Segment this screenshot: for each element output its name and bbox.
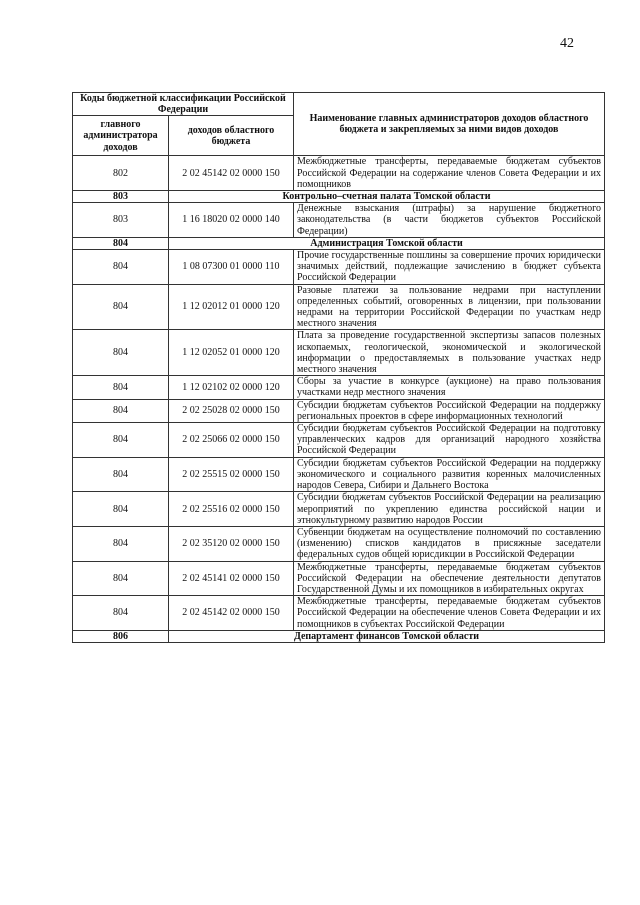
table-row: [73, 457, 605, 492]
admin-code: 804: [73, 399, 169, 422]
table-row: [73, 376, 605, 399]
table-row: [73, 596, 605, 631]
table-row: [73, 250, 605, 285]
revenue-code: 1 16 18020 02 0000 140: [169, 203, 294, 238]
admin-code: 804: [73, 526, 169, 561]
admin-code: 806: [73, 630, 169, 642]
revenue-code: 1 08 07300 01 0000 110: [169, 250, 294, 285]
table-row: [73, 399, 605, 422]
table-row: [73, 203, 605, 238]
page-number: 42: [560, 36, 574, 51]
section-row: [73, 237, 605, 249]
table-row: [73, 156, 605, 191]
admin-code: 804: [73, 561, 169, 596]
revenue-code: 2 02 25066 02 0000 150: [169, 423, 294, 458]
header-group-title: Коды бюджетной классификации Российской Федерации: [73, 93, 294, 116]
revenue-name: Субвенции бюджетам на осуществление полномочий по составлению (изменению) списков кандидатов в присяжные заседатели федеральных судов общей юрисдикции в Российской Федерации: [294, 526, 605, 561]
revenue-name: Прочие государственные пошлины за совершение прочих юридически значимых действий, подлежащие зачислению в бюджет субъекта Российской Федерации: [294, 250, 605, 285]
revenue-code: 2 02 45142 02 0000 150: [169, 596, 294, 631]
table-row: [73, 561, 605, 596]
admin-code: 803: [73, 203, 169, 238]
budget-codes-table: [72, 92, 605, 643]
revenue-name: Плата за проведение государственной экспертизы запасов полезных ископаемых, геологической, экономической и экологической информации о предоставляемых в пользование участках недр местного значения: [294, 330, 605, 376]
revenue-name: Межбюджетные трансферты, передаваемые бюджетам субъектов Российской Федерации на содержание членов Совета Федерации и их помощников: [294, 156, 605, 191]
revenue-code: 1 12 02012 01 0000 120: [169, 284, 294, 330]
revenue-code: 1 12 02102 02 0000 120: [169, 376, 294, 399]
admin-code: 802: [73, 156, 169, 191]
revenue-name: Межбюджетные трансферты, передаваемые бюджетам субъектов Российской Федерации на обеспечение деятельности депутатов Государственной Думы и их помощников в избирательных округах: [294, 561, 605, 596]
table-row: [73, 526, 605, 561]
revenue-code: 1 12 02052 01 0000 120: [169, 330, 294, 376]
revenue-code: 2 02 25028 02 0000 150: [169, 399, 294, 422]
revenue-code: 2 02 35120 02 0000 150: [169, 526, 294, 561]
admin-code: 804: [73, 492, 169, 527]
table-row: [73, 330, 605, 376]
admin-code: 804: [73, 330, 169, 376]
table-body: [73, 156, 605, 643]
revenue-name: Субсидии бюджетам субъектов Российской Федерации на поддержку региональных проектов в сфере информационных технологий: [294, 399, 605, 422]
table-row: [73, 492, 605, 527]
revenue-code: 2 02 25515 02 0000 150: [169, 457, 294, 492]
table-row: [73, 423, 605, 458]
section-title: Департамент финансов Томской области: [169, 630, 605, 642]
revenue-code: 2 02 45142 02 0000 150: [169, 156, 294, 191]
header-name-column: Наименование главных администраторов доходов областного бюджета и закрепляемых за ними видов доходов: [294, 93, 605, 156]
revenue-code: 2 02 25516 02 0000 150: [169, 492, 294, 527]
admin-code: 804: [73, 596, 169, 631]
revenue-name: Сборы за участие в конкурсе (аукционе) на право пользования участками недр местного значения: [294, 376, 605, 399]
revenue-name: Разовые платежи за пользование недрами при наступлении определенных событий, оговоренных в лицензии, при пользовании недрами на территории Российской Федерации по участкам недр местного значения: [294, 284, 605, 330]
revenue-code: 2 02 45141 02 0000 150: [169, 561, 294, 596]
admin-code: 803: [73, 191, 169, 203]
admin-code: 804: [73, 376, 169, 399]
revenue-name: Межбюджетные трансферты, передаваемые бюджетам субъектов Российской Федерации на обеспечение членов Совета Федерации и их помощников в субъектах Российской Федерации: [294, 596, 605, 631]
revenue-name: Денежные взыскания (штрафы) за нарушение бюджетного законодательства (в части бюджетов субъектов Российской Федерации): [294, 203, 605, 238]
section-title: Контрольно–счетная палата Томской области: [169, 191, 605, 203]
revenue-name: Субсидии бюджетам субъектов Российской Федерации на реализацию мероприятий по укреплению единства российской нации и этнокультурному развитию народов России: [294, 492, 605, 527]
table-header: [73, 93, 605, 156]
revenue-name: Субсидии бюджетам субъектов Российской Федерации на поддержку экономического и социального развития коренных малочисленных народов Севера, Сибири и Дальнего Востока: [294, 457, 605, 492]
section-row: [73, 630, 605, 642]
section-title: Администрация Томской области: [169, 237, 605, 249]
admin-code: 804: [73, 284, 169, 330]
admin-code: 804: [73, 457, 169, 492]
admin-code: 804: [73, 423, 169, 458]
table-row: [73, 284, 605, 330]
admin-code: 804: [73, 250, 169, 285]
admin-code: 804: [73, 237, 169, 249]
section-row: [73, 191, 605, 203]
header-code-column: доходов областного бюджета: [169, 116, 294, 156]
revenue-name: Субсидии бюджетам субъектов Российской Федерации на подготовку управленческих кадров для организаций народного хозяйства Российской Федерации: [294, 423, 605, 458]
header-admin-column: главного администратора доходов: [73, 116, 169, 156]
